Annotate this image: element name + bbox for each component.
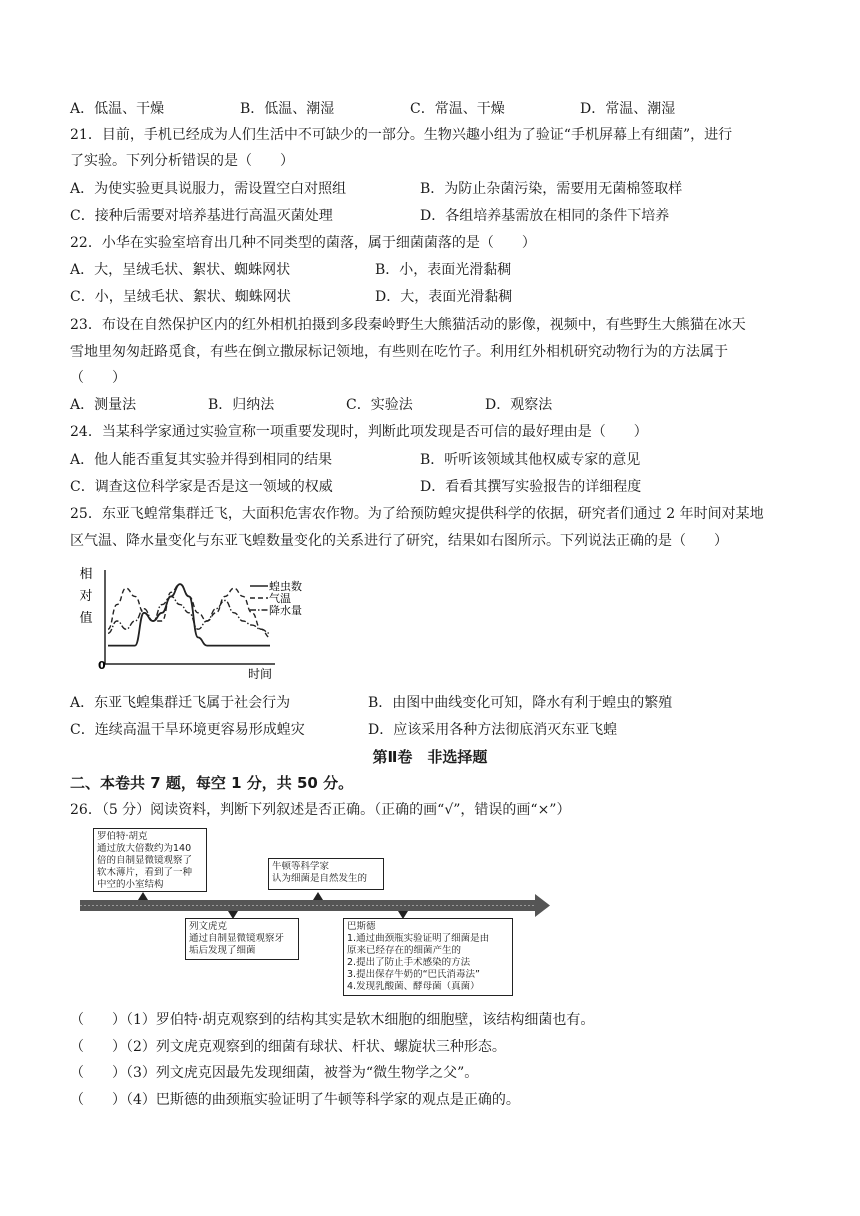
- box-leeuwenhoek-line: 列文虎克: [189, 921, 228, 932]
- legend-label-1: 气温: [269, 592, 291, 605]
- q23-option-b: B．归纳法: [208, 397, 275, 413]
- q20-option-b: B．低温、潮湿: [240, 101, 335, 117]
- box-pasteur-line: 巴斯德: [347, 921, 376, 932]
- series-line-1: [108, 584, 270, 637]
- box-hooke-line: 软木薄片，看到了一种: [97, 867, 193, 878]
- q26-stem: 26．（5 分）阅读资料，判断下列叙述是否正确。（正确的画“√”，错误的画“×”）: [70, 802, 571, 818]
- q22-stem: 22．小华在实验室培育出几种不同类型的菌落，属于细菌菌落的是（ ）: [70, 235, 536, 251]
- chart-origin-label: 0: [98, 659, 106, 672]
- part2-subheading: 二、本卷共 7 题，每空 1 分，共 50 分。: [70, 774, 354, 792]
- q26-statement-1: （ ）（1）罗伯特·胡克观察到的结构其实是软木细胞的细胞壁，该结构细菌也有。: [70, 1012, 595, 1028]
- q22-option-d: D．大，表面光滑黏稠: [375, 289, 513, 305]
- q26-statement-2: （ ）（2）列文虎克观察到的细菌有球状、杆状、螺旋状三种形态。: [70, 1039, 506, 1055]
- legend-label-0: 蝗虫数: [269, 580, 302, 593]
- q22-option-c: C．小，呈绒毛状、絮状、蜘蛛网状: [70, 289, 291, 305]
- box-pasteur-line: 1.通过曲颈瓶实验证明了细菌是由: [347, 933, 490, 944]
- q20-option-a: A．低温、干燥: [70, 101, 165, 117]
- box-hooke-line: 通过放大倍数约为140: [97, 843, 192, 854]
- q23-option-d: D．观察法: [485, 397, 553, 413]
- q25-option-b: B．由图中曲线变化可知，降水有利于蝗虫的繁殖: [368, 695, 673, 711]
- q23-stem-line3: （ ）: [70, 370, 126, 386]
- q25-stem-line2: 区气温、降水量变化与东亚飞蝗数量变化的关系进行了研究，结果如右图所示。下列说法正确的是（ ）: [70, 533, 728, 549]
- box-hooke-line: 中空的小室结构: [97, 879, 164, 890]
- q26-statement-3: （ ）（3）列文虎克因最先发现细菌，被誉为“微生物学之父”。: [70, 1065, 479, 1081]
- box-hooke-line: 罗伯特·胡克: [97, 831, 148, 842]
- q24-option-d: D．看看其撰写实验报告的详细程度: [420, 479, 642, 495]
- q23-option-a: A．测量法: [70, 397, 137, 413]
- q25-option-d: D．应该采用各种方法彻底消灭东亚飞蝗: [368, 722, 618, 738]
- box-newton-line: 牛顿等科学家: [272, 861, 330, 872]
- box-pasteur-line: 原来已经存在的细菌产生的: [347, 945, 462, 956]
- box-newton-line: 认为细菌是自然发生的: [272, 873, 368, 884]
- box-pasteur: [343, 918, 513, 996]
- chart-ylabel: 相对值: [79, 567, 93, 626]
- q23-option-c: C．实验法: [346, 397, 413, 413]
- box-newton: [268, 858, 384, 890]
- q22-option-b: B．小，表面光滑黏稠: [375, 262, 512, 278]
- legend-label-2: 降水量: [269, 604, 302, 617]
- series-line-2: [108, 596, 270, 633]
- q21-option-c: C．接种后需要对培养基进行高温灭菌处理: [70, 208, 333, 224]
- box-leeuwenhoek-line: 通过自制显微镜观察牙: [189, 933, 285, 944]
- q25-option-a: A．东亚飞蝗集群迁飞属于社会行为: [70, 695, 291, 711]
- q24-option-a: A．他人能否重复其实验并得到相同的结果: [70, 452, 333, 468]
- q25-option-c: C．连续高温干旱环境更容易形成蝗灾: [70, 722, 305, 738]
- box-pasteur-line: 2.提出了防止手术感染的方法: [347, 957, 471, 968]
- box-hooke-line: 倍的自制显微镜观察了: [97, 855, 193, 866]
- locust-chart: [70, 560, 330, 686]
- q23-stem-line2: 雪地里匆匆赶路觅食，有些在倒立撒尿标记领地，有些则在吃竹子。利用红外相机研究动物行为的方法属于: [70, 344, 728, 360]
- q21-option-b: B．为防止杂菌污染，需要用无菌棉签取样: [420, 181, 683, 197]
- box-robert-hooke: [93, 828, 207, 892]
- part2-heading: 第Ⅱ卷 非选择题: [372, 748, 488, 766]
- box-pasteur-line: 3.提出保存牛奶的“巴氏消毒法”: [347, 969, 480, 980]
- q21-option-d: D．各组培养基需放在相同的条件下培养: [420, 208, 670, 224]
- box-leeuwenhoek: [185, 918, 299, 960]
- q24-option-b: B．听听该领域其他权威专家的意见: [420, 452, 641, 468]
- chart-xlabel: 时间: [248, 667, 273, 681]
- box-pasteur-line: 4.发现乳酸菌、酵母菌（真菌）: [347, 981, 480, 992]
- q21-stem-line1: 21．目前，手机已经成为人们生活中不可缺少的一部分。生物兴趣小组为了验证“手机屏幕上有细菌”，进行: [70, 127, 733, 143]
- box-leeuwenhoek-line: 垢后发现了细菌: [189, 945, 256, 956]
- q24-stem: 24．当某科学家通过实验宣称一项重要发现时，判断此项发现是否可信的最好理由是（ ）: [70, 424, 648, 440]
- q25-stem-line1: 25．东亚飞蝗常集群迁飞，大面积危害农作物。为了给预防蝗灾提供科学的依据，研究者们通过 2 年时间对某地: [70, 506, 764, 522]
- q21-option-a: A．为使实验更具说服力，需设置空白对照组: [70, 181, 347, 197]
- series-line-0: [108, 584, 270, 646]
- q22-option-a: A．大，呈绒毛状、絮状、蜘蛛网状: [70, 262, 291, 278]
- q23-stem-line1: 23．布设在自然保护区内的红外相机拍摄到多段秦岭野生大熊猫活动的影像，视频中，有些野生大熊猫在冰天: [70, 317, 746, 333]
- q20-option-c: C．常温、干燥: [410, 101, 505, 117]
- q26-statement-4: （ ）（4）巴斯德的曲颈瓶实验证明了牛顿等科学家的观点是正确的。: [70, 1092, 520, 1108]
- q24-option-c: C．调查这位科学家是否是这一领域的权威: [70, 479, 333, 495]
- q20-option-d: D．常温、潮湿: [580, 101, 676, 117]
- q21-stem-line2: 了实验。下列分析错误的是（ ）: [70, 153, 294, 169]
